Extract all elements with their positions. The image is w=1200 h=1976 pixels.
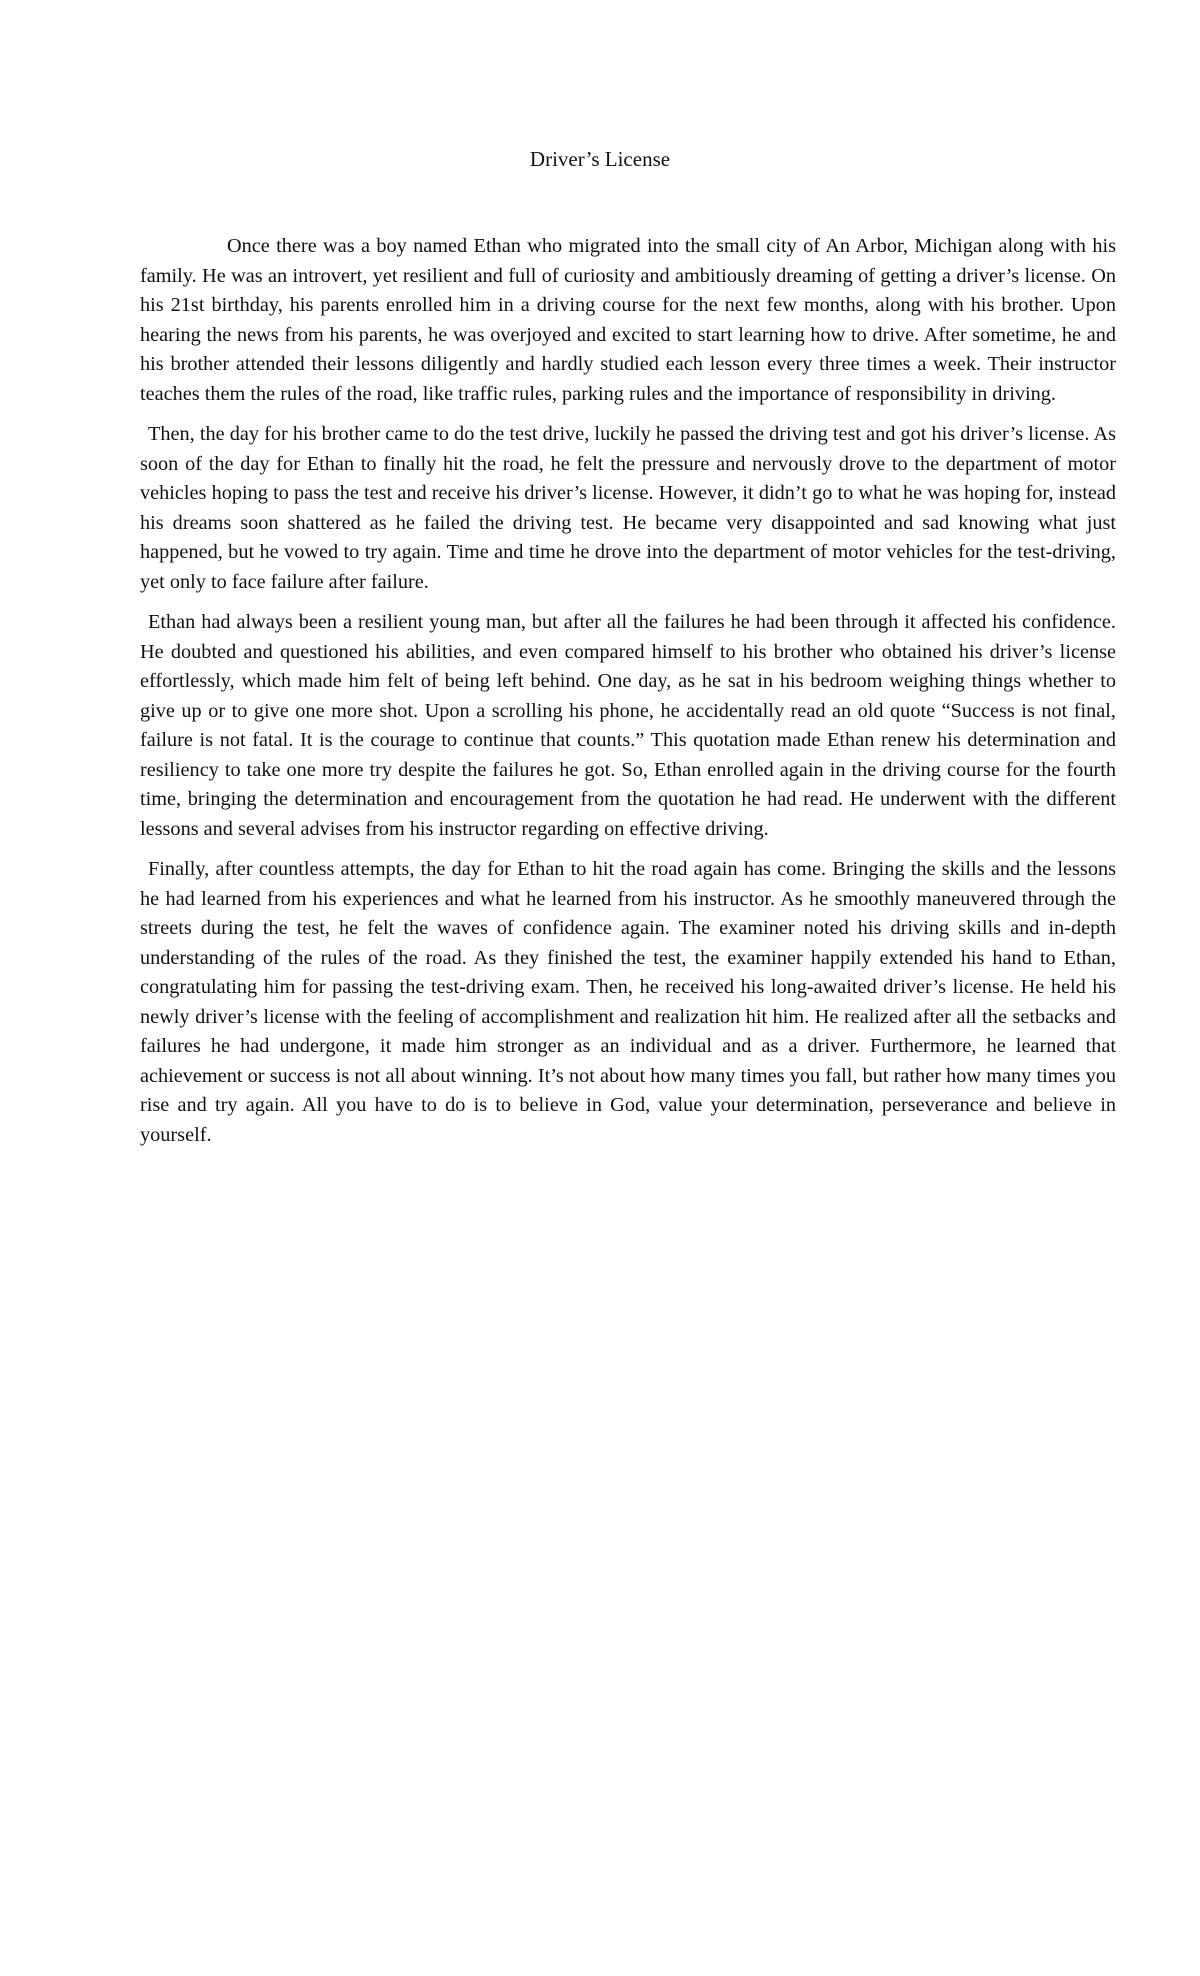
document-body <box>140 232 1116 1161</box>
paragraph-2: Then, the day for his brother came to do the test drive, luckily he passed the driving test and got his driver’s license. As soon of the day for Ethan to finally hit the road, he felt the pressure and nervously drove to the department of motor vehicles hoping to pass the test and receive his driver’s license. However, it didn’t go to what he was hoping for, instead his dreams soon shattered as he failed the driving test. He became very disappointed and sad knowing what just happened, but he vowed to try again. Time and time he drove into the department of motor vehicles for the test-driving, yet only to face failure after failure. <box>140 423 1116 593</box>
paragraph-4: Finally, after countless attempts, the day for Ethan to hit the road again has come. Bringing the skills and the lessons he had learned from his experiences and what he learned from his instructor. As he smoothly maneuvered through the streets during the test, he felt the waves of confidence again. The examiner noted his driving skills and in-depth understanding of the rules of the road. As they finished the test, the examiner happily extended his hand to Ethan, congratulating him for passing the test-driving exam. Then, he received his long-awaited driver’s license. He held his newly driver’s license with the feeling of accomplishment and realization hit him. He realized after all the setbacks and failures he had undergone, it made him stronger as an individual and as a driver. Furthermore, he learned that achievement or success is not all about winning. It’s not about how many times you fall, but rather how many times you rise and try again. All you have to do is to believe in God, value your determination, perseverance and believe in yourself. <box>140 858 1116 1146</box>
document-title: Driver’s License <box>529 147 671 171</box>
paragraph-3: Ethan had always been a resilient young man, but after all the failures he had been through it affected his confidence. He doubted and questioned his abilities, and even compared himself to his brother who obtained his driver’s license effortlessly, which made him felt of being left behind. One day, as he sat in his bedroom weighing things whether to give up or to give one more shot. Upon a scrolling his phone, he accidentally read an old quote “Success is not final, failure is not fatal. It is the courage to continue that counts.” This quotation made Ethan renew his determination and resiliency to take one more try despite the failures he got. So, Ethan enrolled again in the driving course for the fourth time, bringing the determination and encouragement from the quotation he had read. He underwent with the different lessons and several advises from his instructor regarding on effective driving. <box>140 611 1116 840</box>
paragraph-1: Once there was a boy named Ethan who migrated into the small city of An Arbor, Michigan along with his family. He was an introvert, yet resilient and full of curiosity and ambitiously dreaming of getting a driver’s license. On his 21st birthday, his parents enrolled him in a driving course for the next few months, along with his brother. Upon hearing the news from his parents, he was overjoyed and excited to start learning how to drive. After sometime, he and his brother attended their lessons diligently and hardly studied each lesson every three times a week. Their instructor teaches them the rules of the road, like traffic rules, parking rules and the importance of responsibility in driving. <box>140 235 1116 405</box>
